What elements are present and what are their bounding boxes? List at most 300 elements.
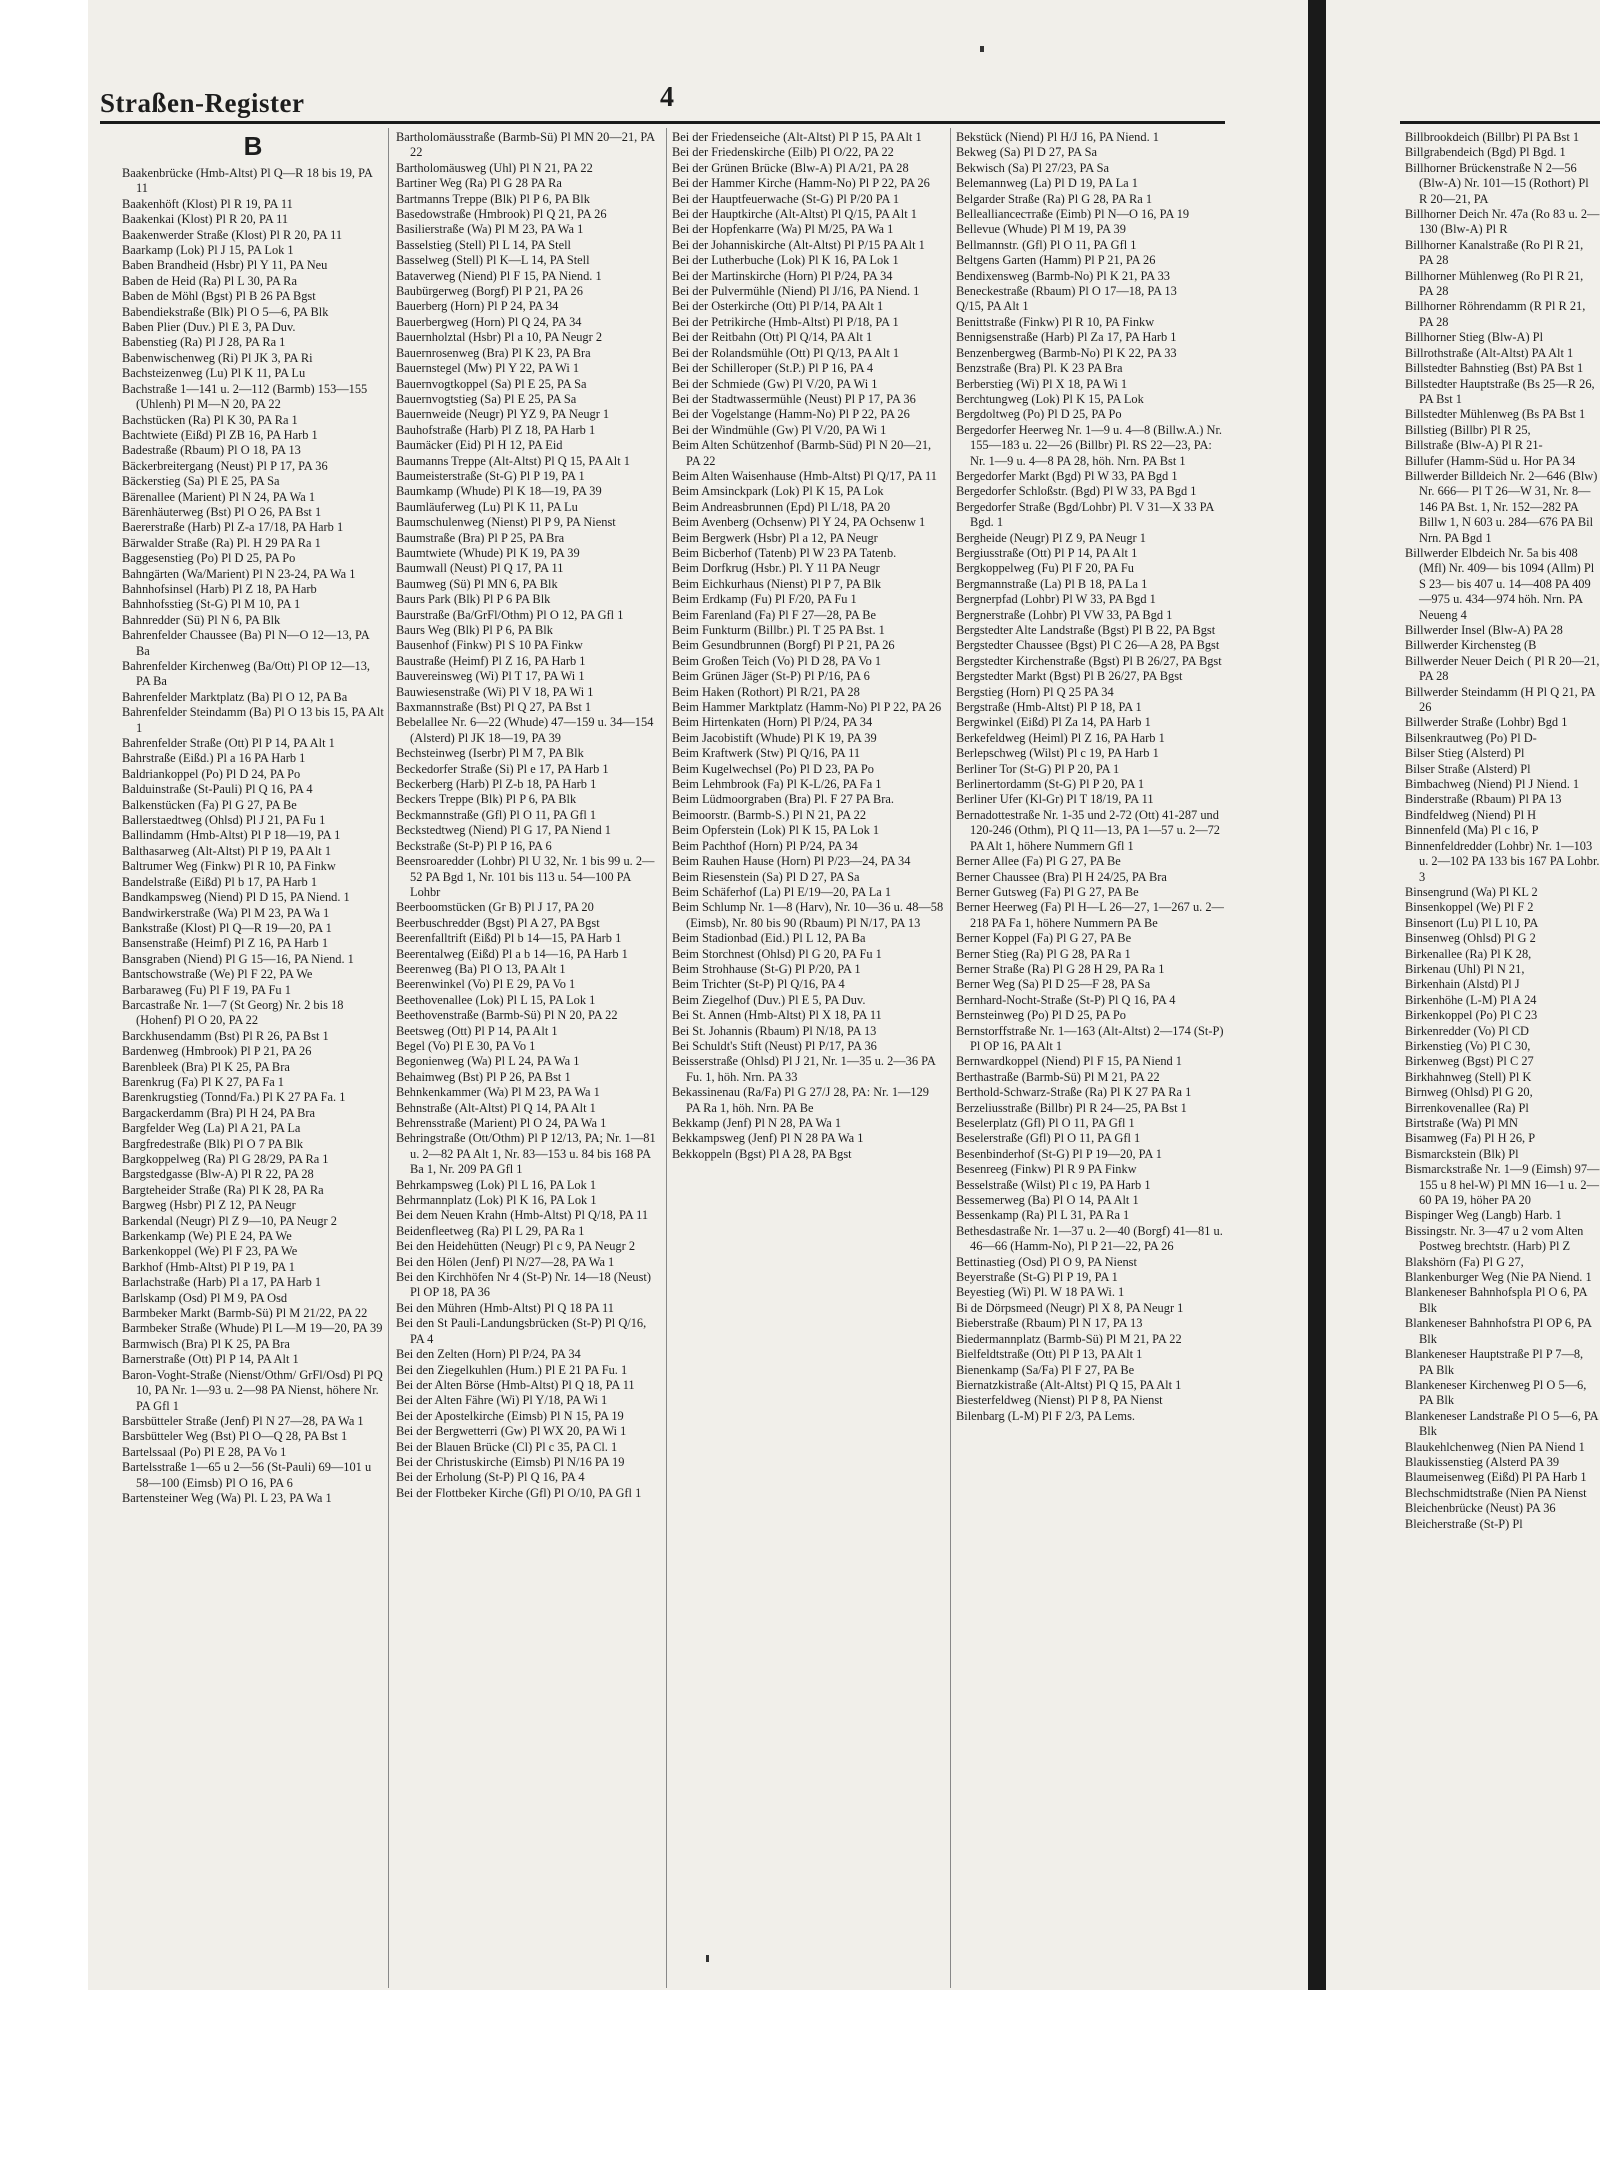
street-entry: Basselweg (Stell) Pl K—L 14, PA Stell	[396, 253, 590, 268]
street-entry: Bilser Stieg (Alsterd) Pl	[1405, 746, 1525, 761]
street-entry: Beethovenstraße (Barmb-Sü) Pl N 20, PA 22	[396, 1008, 618, 1023]
scan-speck	[980, 46, 984, 52]
street-entry: Q/15, PA Alt 1	[956, 299, 1029, 314]
street-entry: Berzeliusstraße (Billbr) Pl R 24—25, PA Bst 1	[956, 1100, 1187, 1115]
street-entry: Bei der Bergwetterri (Gw) Pl WX 20, PA Wi 1	[396, 1424, 627, 1439]
street-entry: Bauwiesenstraße (Wi) Pl V 18, PA Wi 1	[396, 684, 594, 699]
street-entry: Barkendal (Neugr) Pl Z 9—10, PA Neugr 2	[122, 1213, 337, 1228]
street-entry: Bekassinenau (Ra/Fa) Pl G 27/J 28, PA: Nr. 1—129 PA Ra 1, höh. Nrn. PA Be	[672, 1085, 929, 1115]
street-entry: Bei St. Annen (Hmb-Altst) Pl X 18, PA 11	[672, 1008, 882, 1023]
street-entry: Bergedorfer Straße (Bgd/Lohbr) Pl. V 31—X 33 PA Bgd. 1	[956, 499, 1214, 530]
street-entry: Bispinger Weg (Langb) Harb. 1	[1405, 1208, 1562, 1223]
street-entry: Baldriankoppel (Po) Pl D 24, PA Po	[122, 766, 301, 781]
street-entry: Beerenweg (Ba) Pl O 13, PA Alt 1	[396, 961, 566, 976]
street-entry: Bekweg (Sa) Pl D 27, PA Sa	[956, 145, 1098, 160]
street-entry: Beyerstraße (St-G) Pl P 19, PA 1	[956, 1270, 1118, 1285]
street-entry: Bartholomäusweg (Uhl) Pl N 21, PA 22	[396, 160, 593, 175]
street-entry: Billrothstraße (Alt-Altst) PA Alt 1	[1405, 345, 1574, 360]
street-entry: Baakenwerder Straße (Klost) Pl R 20, PA 11	[122, 227, 343, 242]
street-entry: Bahngärten (Wa/Marient) Pl N 23-24, PA Wa 1	[122, 566, 356, 581]
street-entry: Berthastraße (Barmb-Sü) Pl M 21, PA 22	[956, 1069, 1160, 1084]
street-entry: Barenbleek (Bra) Pl K 25, PA Bra	[122, 1059, 290, 1074]
register-column-1	[122, 130, 384, 1990]
street-entry: Bauernholztal (Hsbr) Pl a 10, PA Neugr 2	[396, 330, 603, 345]
street-entry: Billhorner Brückenstraße N 2—56 (Blw-A) Nr. 101—15 (Rothort) Pl R 20—21, PA	[1405, 160, 1589, 206]
street-entry: Birrenkovenallee (Ra) Pl	[1405, 1100, 1529, 1115]
street-entry: Baumwall (Neust) Pl Q 17, PA 11	[396, 561, 564, 576]
street-entry: Billhorner Röhrendamm (R Pl R 21, PA 28	[1405, 299, 1586, 329]
street-entry: Bei der Alten Börse (Hmb-Altst) Pl Q 18, PA 11	[396, 1377, 635, 1392]
street-entry: Baron-Voght-Straße (Nienst/Othm/ GrFl/Osd) Pl PQ 10, PA Nr. 1—93 u. 2—98 PA Nienst, höhere Nr. PA Gfl 1	[122, 1367, 383, 1413]
street-entry: Billhorner Stieg (Blw-A) Pl	[1405, 330, 1544, 345]
street-entry: Beneckestraße (Rbaum) Pl O 17—18, PA 13	[956, 284, 1177, 299]
street-entry: Berner Weg (Sa) Pl D 25—F 28, PA Sa	[956, 977, 1151, 992]
street-entry: Bahnhofsinsel (Harb) Pl Z 18, PA Harb	[122, 581, 317, 596]
street-entry: Billwerder Neuer Deich ( Pl R 20—21, PA 28	[1405, 653, 1600, 684]
street-entry: Berliner Tor (St-G) Pl P 20, PA 1	[956, 761, 1120, 776]
street-entry: Birkenredder (Vo) Pl CD	[1405, 1023, 1530, 1038]
street-entry: Baben de Heid (Ra) Pl L 30, PA Ra	[122, 273, 297, 288]
street-entry: Berner Koppel (Fa) Pl G 27, PA Be	[956, 931, 1132, 946]
street-entry: Berner Heerweg (Fa) Pl H—L 26—27, 1—267 u. 2—218 PA Fa 1, höhere Nummern PA Be	[956, 900, 1224, 930]
street-entry: Bandelstraße (Eißd) Pl b 17, PA Harb 1	[122, 874, 318, 889]
street-entry: Barmbeker Markt (Barmb-Sü) Pl M 21/22, PA 22	[122, 1306, 368, 1321]
street-entry: Bielfeldtstraße (Ott) Pl P 13, PA Alt 1	[956, 1347, 1143, 1362]
street-entry: Bebelallee Nr. 6—22 (Whude) 47—159 u. 34—154 (Alsterd) Pl JK 18—19, PA 39	[396, 715, 654, 745]
street-entry: Bataverweg (Niend) Pl F 15, PA Niend. 1	[396, 268, 602, 283]
street-entry: Bechsteinweg (Iserbr) Pl M 7, PA Blk	[396, 746, 584, 761]
street-entry: Berner Straße (Ra) Pl G 28 H 29, PA Ra 1	[956, 961, 1165, 976]
street-entry: Birkenstieg (Vo) Pl C 30,	[1405, 1038, 1531, 1053]
street-entry: Behrkampsweg (Lok) Pl L 16, PA Lok 1	[396, 1177, 597, 1192]
street-entry: Beim Haken (Rothort) Pl R/21, PA 28	[672, 684, 860, 699]
street-entry: Bei der Flottbeker Kirche (Gfl) Pl O/10, PA Gfl 1	[396, 1485, 642, 1500]
street-entry: Birtstraße (Wa) Pl MN	[1405, 1116, 1518, 1130]
street-entry: Bleicherstraße (St-P) Pl	[1405, 1516, 1523, 1531]
street-entry: Bei den Mühren (Hmb-Altst) Pl Q 18 PA 11	[396, 1300, 614, 1315]
street-entry: Beim Eichkurhaus (Nienst) Pl P 7, PA Blk	[672, 576, 882, 591]
street-entry: Beim Dorfkrug (Hsbr.) Pl. Y 11 PA Neugr	[672, 561, 880, 576]
street-entry: Beim Großen Teich (Vo) Pl D 28, PA Vo 1	[672, 653, 882, 668]
street-entry: Barlachstraße (Harb) Pl a 17, PA Harb 1	[122, 1275, 322, 1290]
street-entry: Bauhofstraße (Harb) Pl Z 18, PA Harb 1	[396, 422, 596, 437]
street-entry: Barmwisch (Bra) Pl K 25, PA Bra	[122, 1336, 290, 1351]
street-entry: Barkenkoppel (We) Pl F 23, PA We	[122, 1244, 298, 1259]
street-entry: Bauernvogtkoppel (Sa) Pl E 25, PA Sa	[396, 376, 587, 391]
street-entry: Biedermannplatz (Barmb-Sü) Pl M 21, PA 22	[956, 1331, 1182, 1346]
street-entry: Birkenallee (Ra) Pl K 28,	[1405, 946, 1532, 961]
street-entry: Bartholomäusstraße (Barmb-Sü) Pl MN 20—21, PA 22	[396, 130, 655, 160]
street-entry: Blankeneser Kirchenweg Pl O 5—6, PA Blk	[1405, 1377, 1587, 1408]
street-entry: Bargkoppelweg (Ra) Pl G 28/29, PA Ra 1	[122, 1152, 329, 1166]
street-entry: Beim Schlump Nr. 1—8 (Harv), Nr. 10—36 u. 48—58 (Eimsb), Nr. 80 bis 90 (Rbaum) Pl N/17, PA 13	[672, 900, 944, 930]
street-entry: Bei der Lutherbuche (Lok) Pl K 16, PA Lok 1	[672, 253, 899, 268]
street-entry: Bei der Hauptfeuerwache (St-G) Pl P/20 PA 1	[672, 191, 900, 206]
street-entry: Beckstraße (St-P) Pl P 16, PA 6	[396, 838, 552, 853]
street-entry: Ballerstaedtweg (Ohlsd) Pl J 21, PA Fu 1	[122, 813, 326, 828]
street-entry: Bekkoppeln (Bgst) Pl A 28, PA Bgst	[672, 1146, 852, 1161]
street-entry: Baben Brandheid (Hsbr) Pl Y 11, PA Neu	[122, 258, 328, 273]
street-entry: Bergmannstraße (La) Pl B 18, PA La 1	[956, 576, 1148, 591]
street-entry: Beim Lüdmoorgraben (Bra) Pl. F 27 PA Bra.	[672, 792, 894, 807]
street-entry: Bandkampsweg (Niend) Pl D 15, PA Niend. 1	[122, 890, 350, 905]
street-entry: Bausenhof (Finkw) Pl S 10 PA Finkw	[396, 638, 583, 653]
street-entry: Babenwischenweg (Ri) Pl JK 3, PA Ri	[122, 350, 313, 365]
street-entry: Bansenstraße (Heimf) Pl Z 16, PA Harb 1	[122, 936, 329, 951]
street-entry: Bernwardkoppel (Niend) Pl F 15, PA Niend 1	[956, 1054, 1183, 1069]
street-entry: Beckstedtweg (Niend) Pl G 17, PA Niend 1	[396, 823, 611, 838]
street-entry: Bauvereinsweg (Wi) Pl T 17, PA Wi 1	[396, 669, 585, 684]
street-entry: Beerbuschredder (Bgst) Pl A 27, PA Bgst	[396, 915, 600, 930]
street-entry: Bachstraße 1—141 u. 2—112 (Barmb) 153—155 (Uhlenh) Pl M—N 20, PA 22	[122, 381, 368, 412]
street-entry: Beckers Treppe (Blk) Pl P 6, PA Blk	[396, 792, 577, 807]
street-entry: Billwerder Kirchensteg (B	[1405, 638, 1537, 653]
street-entry: Biernatzkistraße (Alt-Altst) Pl Q 15, PA Alt 1	[956, 1377, 1182, 1392]
section-letter: B	[243, 131, 263, 161]
page-title: Straßen-Register	[100, 88, 305, 118]
street-entry: Beim Storchnest (Ohlsd) Pl G 20, PA Fu 1	[672, 946, 882, 961]
street-entry: Bleichenbrücke (Neust) PA 36	[1405, 1501, 1556, 1516]
street-entry: Beetsweg (Ott) Pl P 14, PA Alt 1	[396, 1023, 558, 1038]
street-entry: Bei der Friedenseiche (Alt-Altst) Pl P 15, PA Alt 1	[672, 130, 922, 144]
street-entry: Bei der Stadtwassermühle (Neust) Pl P 17, PA 36	[672, 391, 916, 406]
street-entry: Bauernrosenweg (Bra) Pl K 23, PA Bra	[396, 345, 591, 360]
street-entry: Baakenhöft (Klost) Pl R 19, PA 11	[122, 196, 293, 211]
street-entry: Belleallianceстraße (Eimb) Pl N—O 16, PA 19	[956, 207, 1190, 222]
street-entry: Baurs Weg (Blk) Pl P 6, PA Blk	[396, 623, 553, 637]
street-entry: Bergiusstraße (Ott) Pl P 14, PA Alt 1	[956, 545, 1138, 560]
street-entry: Bilser Straße (Alsterd) Pl	[1405, 761, 1531, 776]
street-entry: Bei den St Pauli-Landungsbrücken (St-P) Pl Q/16, PA 4	[396, 1316, 647, 1346]
street-entry: Babenstieg (Ra) Pl J 28, PA Ra 1	[122, 335, 286, 350]
street-entry: Billwerder Straße (Lohbr) Bgd 1	[1405, 715, 1568, 730]
street-entry: Beim Pachthof (Horn) Pl P/24, PA 34	[672, 838, 858, 853]
street-entry: Beim Ziegelhof (Duv.) Pl E 5, PA Duv.	[672, 992, 866, 1007]
street-entry: Bargweg (Hsbr) Pl Z 12, PA Neugr	[122, 1198, 296, 1213]
street-entry: Beim Lehmbrook (Fa) Pl K-L/26, PA Fa 1	[672, 777, 882, 792]
street-entry: Bei den Heidehütten (Neugr) Pl c 9, PA Neugr 2	[396, 1239, 636, 1254]
street-entry: Bachstücken (Ra) Pl K 30, PA Ra 1	[122, 412, 298, 427]
street-entry: Barsbütteler Weg (Bst) Pl O—Q 28, PA Bst 1	[122, 1429, 348, 1444]
street-entry: Bessenkamp (Ra) Pl L 31, PA Ra 1	[956, 1208, 1130, 1223]
street-entry: Bergnerpfad (Lohbr) Pl W 33, PA Bgd 1	[956, 592, 1156, 607]
street-entry: Beim Kraftwerk (Stw) Pl Q/16, PA 11	[672, 746, 861, 761]
street-entry: Barnerstraße (Ott) Pl P 14, PA Alt 1	[122, 1352, 299, 1367]
street-entry: Berlepschweg (Wilst) Pl c 19, PA Harb 1	[956, 746, 1159, 761]
street-entry: Bargstedgasse (Blw-A) Pl R 22, PA 28	[122, 1167, 314, 1182]
street-entry: Bartmanns Treppe (Blk) Pl P 6, PA Blk	[396, 191, 590, 206]
street-entry: Barmbeker Straße (Whude) Pl L—M 19—20, PA 39	[122, 1321, 383, 1336]
street-entry: Bellmannstr. (Gfl) Pl O 11, PA Gfl 1	[956, 237, 1137, 252]
street-entry: Bernsteinweg (Po) Pl D 25, PA Po	[956, 1008, 1126, 1023]
street-entry: Billwerder Insel (Blw-A) PA 28	[1405, 623, 1563, 637]
scan-margin	[0, 0, 88, 2000]
street-entry: Bismarckstraße Nr. 1—9 (Eimsh) 97—155 u 8 hel-W) Pl MN 16—1 u. 2—60 PA 19, höher PA 20	[1405, 1162, 1600, 1208]
street-entry: Blankeneser Bahnhofstra Pl OP 6, PA Blk	[1405, 1316, 1592, 1346]
street-entry: Bei der Blauen Brücke (Cl) Pl c 35, PA Cl. 1	[396, 1439, 618, 1454]
street-entry: Bansgraben (Niend) Pl G 15—16, PA Niend. 1	[122, 951, 354, 966]
street-entry: Bissingstr. Nr. 3—47 u 2 vom Alten Postweg brechtstr. (Harb) Pl Z	[1405, 1223, 1584, 1254]
street-entry: Beim Opferstein (Lok) Pl K 15, PA Lok 1	[672, 823, 880, 838]
street-entry: Bei der Friedenskirche (Eilb) Pl O/22, PA 22	[672, 145, 894, 160]
street-entry: Beim Trichter (St-P) Pl Q/16, PA 4	[672, 977, 845, 992]
street-entry: Birkenhöhe (L-M) Pl A 24	[1405, 992, 1537, 1007]
street-entry: Binsenweg (Ohlsd) Pl G 2	[1405, 931, 1536, 946]
street-entry: Binnenfeld (Ma) Pl c 16, P	[1405, 823, 1539, 838]
street-entry: Bargackerdamm (Bra) Pl H 24, PA Bra	[122, 1105, 316, 1120]
street-entry: Bismarckstein (Blk) Pl	[1405, 1146, 1519, 1161]
street-entry: Blaukissenstieg (Alsterd PA 39	[1405, 1454, 1560, 1469]
street-entry: Bei den Kirchhöfen Nr 4 (St-P) Nr. 14—18 (Neust) Pl OP 18, PA 36	[396, 1270, 651, 1300]
street-entry: Binsengrund (Wa) Pl KL 2	[1405, 884, 1538, 899]
street-entry: Blaukehlchenweg (Nien PA Niend 1	[1405, 1439, 1585, 1454]
street-entry: Beerentalweg (Eißd) Pl a b 14—16, PA Harb 1	[396, 946, 628, 961]
street-entry: Beim Alten Schützenhof (Barmb-Süd) Pl N 20—21, PA 22	[672, 438, 932, 468]
street-entry: Birkenhain (Alstd) Pl J	[1405, 977, 1520, 992]
street-entry: Birkenkoppel (Po) Pl C 23	[1405, 1008, 1538, 1023]
street-entry: Benzenbergweg (Barmb-No) Pl K 22, PA 33	[956, 345, 1177, 360]
page-header	[100, 82, 1225, 122]
street-entry: Birkenweg (Bgst) Pl C 27	[1405, 1054, 1534, 1069]
street-entry: Birkenau (Uhl) Pl N 21,	[1405, 961, 1525, 976]
street-entry: Bellevue (Whude) Pl M 19, PA 39	[956, 222, 1126, 237]
street-entry: Blakshörn (Fa) Pl G 27,	[1405, 1254, 1524, 1269]
street-entry: Barkenkamp (We) Pl E 24, PA We	[122, 1229, 292, 1244]
street-entry: Blankeneser Bahnhofspla Pl O 6, PA Blk	[1405, 1285, 1587, 1315]
street-entry: Billhorner Kanalstraße (Ro Pl R 21, PA 28	[1405, 237, 1584, 268]
street-entry: Beerenfalltrift (Eißd) Pl b 14—15, PA Harb 1	[396, 931, 622, 946]
street-entry: Billwerder Billdeich Nr. 2—646 (Blw) Nr. 666— Pl T 26—W 31, Nr. 8—146 PA Bst. 1, Nr. 152—282 PA Billw 1, N 603 u. 284—676 PA Bil Nrn. PA Bgd 1	[1405, 468, 1598, 545]
street-entry: Bärenallee (Marient) Pl N 24, PA Wa 1	[122, 489, 316, 504]
street-entry: Billwerder Elbdeich Nr. 5a bis 408 (Mfl) Nr. 409— bis 1094 (Allm) Pl S 23— bis 407 u. 14—408 PA 409—975 u. 434—974 höh. Nrn. PA Neueng 4	[1405, 545, 1595, 622]
street-entry: Begel (Vo) Pl E 30, PA Vo 1	[396, 1038, 536, 1053]
street-entry: Bindfeldweg (Niend) Pl H	[1405, 807, 1537, 822]
street-entry: Bei der Vogelstange (Hamm-No) Pl P 22, PA 26	[672, 407, 910, 422]
street-entry: Bei der Martinskirche (Horn) Pl P/24, PA 34	[672, 268, 893, 283]
page-gutter	[1308, 0, 1326, 2000]
street-entry: Beim Alten Waisenhause (Hmb-Altst) Pl Q/17, PA 11	[672, 468, 937, 483]
street-entry: Bei der Grünen Brücke (Blw-A) Pl A/21, PA 28	[672, 160, 909, 175]
street-entry: Baggesenstieg (Po) Pl D 25, PA Po	[122, 551, 296, 566]
street-entry: Bartiner Weg (Ra) Pl G 28 PA Ra	[396, 176, 562, 191]
street-entry: Bernhard-Nocht-Straße (St-P) Pl Q 16, PA 4	[956, 992, 1176, 1007]
street-entry: Beerenwinkel (Vo) Pl E 29, PA Vo 1	[396, 977, 576, 992]
street-entry: Barsbütteler Straße (Jenf) Pl N 27—28, PA Wa 1	[122, 1413, 364, 1428]
street-entry: Bei der Hopfenkarre (Wa) Pl M/25, PA Wa 1	[672, 222, 894, 237]
header-rule	[100, 121, 1225, 124]
street-entry: Bei der Alten Fähre (Wi) Pl Y/18, PA Wi 1	[396, 1393, 608, 1408]
street-entry: Babendiekstraße (Blk) Pl O 5—6, PA Blk	[122, 304, 329, 319]
street-entry: Baumschulenweg (Nienst) Pl P 9, PA Nienst	[396, 515, 616, 530]
street-entry: Baakenbrücke (Hmb-Altst) Pl Q—R 18 bis 19, PA 11	[122, 166, 373, 196]
street-entry: Beckerberg (Harb) Pl Z-b 18, PA Harb 1	[396, 777, 597, 792]
street-entry: Bei der Osterkirche (Ott) Pl P/14, PA Alt 1	[672, 299, 884, 314]
street-entry: Binnenfeldredder (Lohbr) Nr. 1—103 u. 2—102 PA 133 bis 167 PA Lohbr. 3	[1405, 838, 1600, 884]
street-entry: Bei der Schmiede (Gw) Pl V/20, PA Wi 1	[672, 376, 878, 391]
street-entry: Beim Grünen Jäger (St-P) Pl P/16, PA 6	[672, 669, 870, 684]
header-rule-next-page	[1400, 121, 1600, 124]
street-entry: Beselerstraße (Gfl) Pl O 11, PA Gfl 1	[956, 1131, 1141, 1146]
street-entry: Berlinertordamm (St-G) Pl P 20, PA 1	[956, 777, 1145, 792]
street-entry: Bei der Erholung (St-P) Pl Q 16, PA 4	[396, 1470, 585, 1485]
street-entry: Beim Avenberg (Ochsenw) Pl Y 24, PA Ochsenw 1	[672, 515, 926, 530]
street-entry: Baltrumer Weg (Finkw) Pl R 10, PA Finkw	[122, 859, 336, 874]
street-entry: Bei der Windmühle (Gw) Pl V/20, PA Wi 1	[672, 422, 887, 437]
street-entry: Billhorner Mühlenweg (Ro Pl R 21, PA 28	[1405, 268, 1584, 299]
street-entry: Behnstraße (Alt-Altst) Pl Q 14, PA Alt 1	[396, 1100, 596, 1115]
street-entry: Baumäcker (Eid) Pl H 12, PA Eid	[396, 438, 563, 453]
street-entry: Beethovenallee (Lok) Pl L 15, PA Lok 1	[396, 992, 596, 1007]
street-entry: Berchtungweg (Lok) Pl K 15, PA Lok	[956, 391, 1144, 406]
street-entry: Bargteheider Straße (Ra) Pl K 28, PA Ra	[122, 1182, 324, 1197]
street-entry: Bettinastieg (Osd) Pl O 9, PA Nienst	[956, 1254, 1137, 1269]
street-entry: Bergedorfer Markt (Bgd) Pl W 33, PA Bgd 1	[956, 468, 1178, 483]
street-entry: Basilierstraße (Wa) Pl M 23, PA Wa 1	[396, 222, 584, 237]
street-entry: Bahrstraße (Eißd.) Pl a 16 PA Harb 1	[122, 751, 306, 766]
street-entry: Bardenweg (Hmbrook) Pl P 21, PA 26	[122, 1044, 312, 1059]
street-entry: Bahnredder (Sü) Pl N 6, PA Blk	[122, 612, 281, 627]
street-entry: Bahrenfelder Kirchenweg (Ba/Ott) Pl OP 12—13, PA Ba	[122, 659, 370, 689]
street-entry: Bahrenfelder Steindamm (Ba) Pl O 13 bis 15, PA Alt 1	[122, 705, 384, 735]
street-entry: Baumstraße (Bra) Pl P 25, PA Bra	[396, 530, 565, 545]
street-entry: Bauernweide (Neugr) Pl YZ 9, PA Neugr 1	[396, 407, 610, 422]
street-entry: Beim Funkturm (Billbr.) Pl. T 25 PA Bst. 1	[672, 623, 885, 637]
street-entry: Bergdoltweg (Po) Pl D 25, PA Po	[956, 407, 1122, 422]
street-entry: Beim Hirtenkaten (Horn) Pl P/24, PA 34	[672, 715, 873, 730]
street-entry: Billufer (Hamm-Süd u. Hor PA 34	[1405, 453, 1576, 468]
street-entry: Billstraße (Blw-A) Pl R 21-	[1405, 438, 1543, 453]
street-entry: Binderstraße (Rbaum) Pl PA 13	[1405, 792, 1562, 807]
street-entry: Benittstraße (Finkw) Pl R 10, PA Finkw	[956, 314, 1155, 329]
street-entry: Bauerberg (Horn) Pl P 24, PA 34	[396, 299, 559, 314]
street-entry: Bandwirkerstraße (Wa) Pl M 23, PA Wa 1	[122, 905, 330, 920]
street-entry: Binsenkoppel (We) Pl F 2	[1405, 900, 1534, 915]
street-entry: Baumeisterstraße (St-G) Pl P 19, PA 1	[396, 468, 585, 483]
street-entry: Bauernstegel (Mw) Pl Y 22, PA Wi 1	[396, 361, 580, 376]
street-entry: Bergstedter Kirchenstraße (Bgst) Pl B 26/27, PA Bgst	[956, 653, 1222, 668]
street-entry: Bei St. Johannis (Rbaum) Pl N/18, PA 13	[672, 1023, 877, 1038]
street-entry: Belemannweg (La) Pl D 19, PA La 1	[956, 176, 1138, 191]
street-entry: Blankeneser Hauptstraße Pl P 7—8, PA Blk	[1405, 1347, 1584, 1377]
street-entry: Bekstück (Niend) Pl H/J 16, PA Niend. 1	[956, 130, 1159, 144]
street-entry: Bimbachweg (Niend) Pl J Niend. 1	[1405, 777, 1580, 792]
street-entry: Behaimweg (Bst) Pl P 26, PA Bst 1	[396, 1069, 571, 1084]
street-entry: Berner Gutsweg (Fa) Pl G 27, PA Be	[956, 884, 1139, 899]
street-entry: Barlskamp (Osd) Pl M 9, PA Osd	[122, 1290, 288, 1305]
street-entry: Besenreeg (Finkw) Pl R 9 PA Finkw	[956, 1162, 1137, 1177]
street-entry: Beyestieg (Wi) Pl. W 18 PA Wi. 1	[956, 1285, 1125, 1300]
street-entry: Bergedorfer Schloßstr. (Bgd) Pl W 33, PA Bgd 1	[956, 484, 1197, 499]
street-entry: Blankeneser Landstraße Pl O 5—6, PA Blk	[1405, 1408, 1598, 1439]
street-entry: Barenkrugstieg (Tonnd/Fa.) Pl K 27 PA Fa. 1	[122, 1090, 346, 1105]
street-entry: Berner Chaussee (Bra) Pl H 24/25, PA Bra	[956, 869, 1167, 884]
street-entry: Blechschmidtstraße (Nien PA Nienst	[1405, 1485, 1587, 1500]
street-entry: Beim Kugelwechsel (Po) Pl D 23, PA Po	[672, 761, 874, 776]
street-entry: Beim Farenland (Fa) Pl F 27—28, PA Be	[672, 607, 876, 622]
street-entry: Beim Rauhen Hause (Horn) Pl P/23—24, PA 34	[672, 854, 911, 869]
street-entry: Beensroaredder (Lohbr) Pl U 32, Nr. 1 bis 99 u. 2—52 PA Bgd 1, Nr. 101 bis 113 u. 54—100 PA Lohbr	[396, 854, 655, 899]
street-entry: Barcastraße Nr. 1—7 (St Georg) Nr. 2 bis 18 (Hohenf) Pl O 20, PA 22	[122, 997, 344, 1028]
street-entry: Baumtwiete (Whude) Pl K 19, PA 39	[396, 545, 580, 560]
street-entry: Bei der Hammer Kirche (Hamm-No) Pl P 22, PA 26	[672, 176, 930, 191]
street-entry: Basselstieg (Stell) Pl L 14, PA Stell	[396, 237, 571, 252]
street-entry: Billstedter Hauptstraße (Bs 25—R 26, PA Bst 1	[1405, 376, 1595, 406]
street-entry: Beltgens Garten (Hamm) Pl P 21, PA 26	[956, 253, 1156, 268]
register-column-4	[956, 130, 1230, 1990]
street-entry: Baererstraße (Harb) Pl Z-a 17/18, PA Harb 1	[122, 520, 344, 535]
street-entry: Ballindamm (Hmb-Altst) Pl P 18—19, PA 1	[122, 828, 341, 843]
street-entry: Bachsteizenweg (Lu) Pl K 11, PA Lu	[122, 366, 306, 381]
street-entry: Blankenburger Weg (Nie PA Niend. 1	[1405, 1270, 1592, 1285]
street-entry: Birnweg (Ohlsd) Pl G 20,	[1405, 1085, 1533, 1100]
street-entry: Bahrenfelder Chaussee (Ba) Pl N—O 12—13, PA Ba	[122, 628, 369, 658]
street-entry: Baben Plier (Duv.) Pl E 3, PA Duv.	[122, 320, 296, 335]
street-entry: Barbaraweg (Fu) Pl F 19, PA Fu 1	[122, 982, 291, 997]
street-entry: Baumanns Treppe (Alt-Altst) Pl Q 15, PA Alt 1	[396, 453, 630, 468]
street-entry: Beim Jacobistift (Whude) Pl K 19, PA 39	[672, 730, 877, 745]
street-entry: Beim Andreasbrunnen (Epd) Pl L/18, PA 20	[672, 499, 891, 514]
street-entry: Bei den Hölen (Jenf) Pl N/27—28, PA Wa 1	[396, 1254, 615, 1269]
street-entry: Beim Bergwerk (Hsbr) Pl a 12, PA Neugr	[672, 530, 878, 545]
street-entry: Beerboomstücken (Gr B) Pl J 17, PA 20	[396, 900, 594, 915]
register-column-next-page	[1405, 130, 1600, 1990]
street-entry: Bei der Apostelkirche (Eimsb) Pl N 15, PA 19	[396, 1408, 624, 1423]
street-entry: Baakenkai (Klost) Pl R 20, PA 11	[122, 212, 289, 227]
street-entry: Baben de Möhl (Bgst) Pl B 26 PA Bgst	[122, 289, 316, 304]
column-divider	[666, 128, 667, 1988]
street-entry: Badestraße (Rbaum) Pl O 18, PA 13	[122, 443, 301, 458]
street-entry: Bargfredestraße (Blk) Pl O 7 PA Blk	[122, 1136, 304, 1151]
street-entry: Bi de Dörpsmeed (Neugr) Pl X 8, PA Neugr 1	[956, 1300, 1184, 1315]
street-entry: Beckmannstraße (Gfl) Pl O 11, PA Gfl 1	[396, 807, 597, 822]
street-entry: Beckedorfer Straße (Si) Pl e 17, PA Harb 1	[396, 761, 609, 776]
street-entry: Bei der Pulvermühle (Niend) Pl J/16, PA Niend. 1	[672, 284, 920, 299]
street-entry: Baustraße (Heimf) Pl Z 16, PA Harb 1	[396, 653, 586, 668]
street-entry: Berliner Ufer (Kl-Gr) Pl T 18/19, PA 11	[956, 792, 1154, 807]
street-entry: Baumweg (Sü) Pl MN 6, PA Blk	[396, 576, 558, 591]
street-entry: Bahrenfelder Marktplatz (Ba) Pl O 12, PA Ba	[122, 689, 348, 704]
street-entry: Billbrookdeich (Billbr) Pl PA Bst 1	[1405, 130, 1580, 144]
street-entry: Bekwisch (Sa) Pl 27/23, PA Sa	[956, 160, 1110, 175]
street-entry: Bei der Schilleroper (St.P.) Pl P 16, PA 4	[672, 361, 874, 376]
street-entry: Bergstedter Alte Landstraße (Bgst) Pl B 22, PA Bgst	[956, 623, 1216, 637]
street-entry: Bei der Johanniskirche (Alt-Altst) Pl P/15 PA Alt 1	[672, 237, 925, 252]
street-entry: Bantschowstraße (We) Pl F 22, PA We	[122, 967, 313, 982]
street-entry: Balthasarweg (Alt-Altst) Pl P 19, PA Alt 1	[122, 843, 332, 858]
street-entry: Bärwalder Straße (Ra) Pl. H 29 PA Ra 1	[122, 535, 321, 550]
street-entry: Bartelsstraße 1—65 u 2—56 (St-Pauli) 69—101 u 58—100 (Eimsb) Pl O 16, PA 6	[122, 1460, 372, 1490]
street-entry: Beim Bicberhof (Tatenb) Pl W 23 PA Tatenb.	[672, 545, 897, 560]
street-entry: Beim Gesundbrunnen (Borgf) Pl P 21, PA 26	[672, 638, 895, 653]
street-entry: Berkefeldweg (Heiml) Pl Z 16, PA Harb 1	[956, 730, 1165, 745]
street-entry: Beim Stadionbad (Eid.) Pl L 12, PA Ba	[672, 931, 866, 946]
street-entry: Bärenhäuterweg (Bst) Pl O 26, PA Bst 1	[122, 504, 322, 519]
street-entry: Begonienweg (Wa) Pl L 24, PA Wa 1	[396, 1054, 580, 1069]
column-divider	[950, 128, 951, 1988]
column-divider	[388, 128, 389, 1988]
street-entry: Beselerplatz (Gfl) Pl O 11, PA Gfl 1	[956, 1116, 1135, 1130]
street-entry: Beim Strohhause (St-G) Pl P/20, PA 1	[672, 961, 861, 976]
street-entry: Billwerder Steindamm (H Pl Q 21, PA 26	[1405, 684, 1595, 715]
street-entry: Birkhahnweg (Stell) Pl K	[1405, 1069, 1532, 1084]
street-entry: Billstedter Bahnstieg (Bst) PA Bst 1	[1405, 361, 1584, 376]
street-entry: Bilsenkrautweg (Po) Pl D-	[1405, 730, 1537, 745]
street-entry: Binsenort (Lu) Pl L 10, PA	[1405, 915, 1539, 930]
street-entry: Bernstorffstraße Nr. 1—163 (Alt-Altst) 2—174 (St-P) Pl OP 16, PA Alt 1	[956, 1023, 1224, 1053]
street-entry: Baurstraße (Ba/GrFl/Othm) Pl O 12, PA Gfl 1	[396, 607, 624, 622]
street-entry: Berthold-Schwarz-Straße (Ra) Pl K 27 PA Ra 1	[956, 1085, 1192, 1100]
street-entry: Bei den Zelten (Horn) Pl P/24, PA 34	[396, 1347, 581, 1362]
